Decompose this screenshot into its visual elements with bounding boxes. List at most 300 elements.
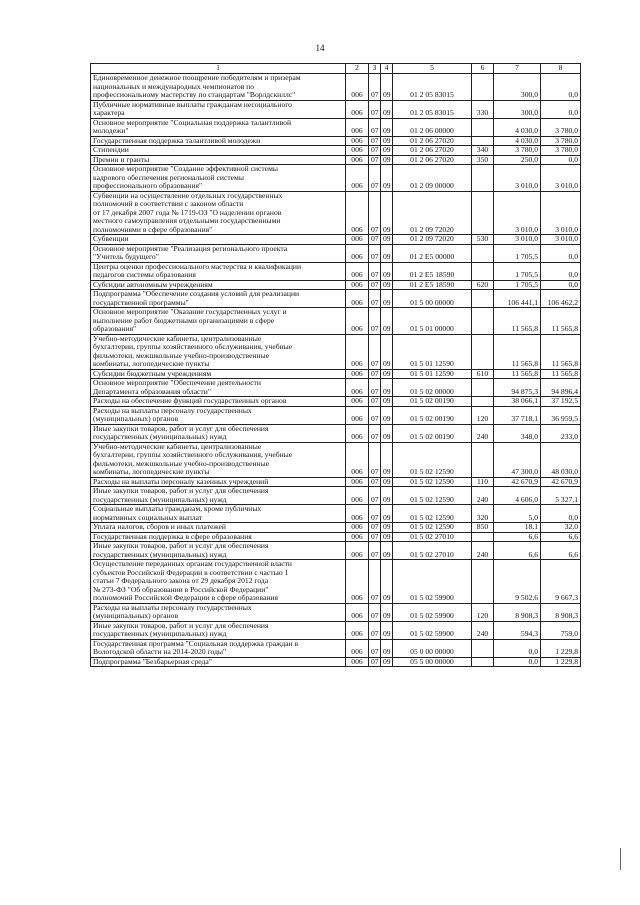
row-name-line: "Учитель будущего" xyxy=(93,252,159,261)
expense-type-code: 240 xyxy=(472,424,494,442)
column-header-3: 3 xyxy=(369,64,381,74)
section-code: 07 xyxy=(369,424,381,442)
row-name xyxy=(91,560,346,604)
expense-type-code xyxy=(472,74,494,101)
section-code: 07 xyxy=(369,146,381,156)
section-code: 07 xyxy=(369,542,381,560)
section-code: 07 xyxy=(369,639,381,657)
table-row xyxy=(91,290,581,308)
section-code: 07 xyxy=(369,657,381,667)
row-name xyxy=(91,235,346,245)
expense-type-code xyxy=(472,532,494,542)
target-code: 01 2 E5 00000 xyxy=(393,244,472,262)
table-row xyxy=(91,560,581,604)
target-code: 01 5 02 12590 xyxy=(393,477,472,487)
amount-year-1: 1 705,5 xyxy=(494,262,541,280)
table-row xyxy=(91,397,581,407)
ministry-code: 006 xyxy=(346,369,369,379)
column-header-7: 7 xyxy=(494,64,541,74)
ministry-code: 006 xyxy=(346,477,369,487)
subsection-code: 09 xyxy=(381,155,393,165)
column-header-2: 2 xyxy=(346,64,369,74)
ministry-code: 006 xyxy=(346,155,369,165)
row-name-line: Расходы на выплаты персоналу государственных xyxy=(93,406,252,415)
row-name-line: полномочий Российской Федерации в сфере образования xyxy=(93,593,278,602)
amount-year-2: 11 565,8 xyxy=(541,308,581,335)
amount-year-1: 348,0 xyxy=(494,424,541,442)
ministry-code: 006 xyxy=(346,532,369,542)
row-name-line: Учебно-методические кабинеты, централизованные xyxy=(93,334,262,343)
amount-year-1: 8 908,3 xyxy=(494,603,541,621)
amount-year-2: 0,0 xyxy=(541,155,581,165)
table-row xyxy=(91,487,581,505)
amount-year-2: 0,0 xyxy=(541,280,581,290)
ministry-code: 006 xyxy=(346,487,369,505)
table-row xyxy=(91,379,581,397)
row-name xyxy=(91,74,346,101)
row-name xyxy=(91,487,346,505)
expense-type-code xyxy=(472,165,494,192)
amount-year-1: 18,1 xyxy=(494,523,541,533)
table-row xyxy=(91,262,581,280)
amount-year-2: 42 670,9 xyxy=(541,477,581,487)
row-name-line: образования" xyxy=(93,324,137,333)
expense-type-code: 120 xyxy=(472,406,494,424)
row-name xyxy=(91,397,346,407)
ministry-code: 006 xyxy=(346,136,369,146)
ministry-code: 006 xyxy=(346,262,369,280)
amount-year-1: 47 300,0 xyxy=(494,442,541,477)
row-name-line: кадрового обеспечения региональной системы xyxy=(93,172,244,182)
expense-type-code xyxy=(472,657,494,667)
row-name-line: Премии и гранты xyxy=(93,155,150,164)
row-name-line: Социальные выплаты гражданам, кроме публичных xyxy=(93,504,262,513)
section-code: 07 xyxy=(369,523,381,533)
amount-year-2: 1 229,8 xyxy=(541,657,581,667)
row-name-line: Государственная поддержка талантливой молодежи xyxy=(93,136,261,145)
expense-type-code: 120 xyxy=(472,603,494,621)
subsection-code: 09 xyxy=(381,244,393,262)
row-name-line: (муниципальных) органов xyxy=(93,611,179,620)
amount-year-2: 6,6 xyxy=(541,532,581,542)
target-code: 01 2 05 83015 xyxy=(393,74,472,101)
expense-type-code xyxy=(472,442,494,477)
target-code: 01 5 02 27010 xyxy=(393,532,472,542)
section-code: 07 xyxy=(369,505,381,523)
subsection-code: 09 xyxy=(381,165,393,192)
ministry-code: 006 xyxy=(346,244,369,262)
section-code: 07 xyxy=(369,191,381,235)
amount-year-2: 3 780,0 xyxy=(541,118,581,136)
row-name xyxy=(91,603,346,621)
row-name-line: государственной программы" xyxy=(93,297,189,307)
expense-type-code xyxy=(472,397,494,407)
row-name xyxy=(91,136,346,146)
row-name xyxy=(91,280,346,290)
budget-table xyxy=(90,63,581,667)
row-name-line: Иные закупки товаров, работ и услуг для обеспечения xyxy=(93,486,269,495)
target-code: 01 5 02 00190 xyxy=(393,424,472,442)
expense-type-code: 350 xyxy=(472,155,494,165)
table-body xyxy=(91,74,581,667)
table-row xyxy=(91,235,581,245)
section-code: 07 xyxy=(369,244,381,262)
amount-year-2: 233,0 xyxy=(541,424,581,442)
margin-mark xyxy=(620,848,627,870)
section-code: 07 xyxy=(369,290,381,308)
ministry-code: 006 xyxy=(346,191,369,235)
row-name xyxy=(91,542,346,560)
subsection-code: 09 xyxy=(381,262,393,280)
row-name xyxy=(91,155,346,165)
row-name xyxy=(91,532,346,542)
section-code: 07 xyxy=(369,369,381,379)
table-row xyxy=(91,603,581,621)
row-name-line: Департамента образования области" xyxy=(93,386,211,396)
amount-year-1: 300,0 xyxy=(494,100,541,118)
ministry-code: 006 xyxy=(346,280,369,290)
section-code: 07 xyxy=(369,442,381,477)
expense-type-code: 240 xyxy=(472,542,494,560)
amount-year-2: 0,0 xyxy=(541,244,581,262)
ministry-code: 006 xyxy=(346,442,369,477)
target-code: 01 5 00 00000 xyxy=(393,290,472,308)
ministry-code: 006 xyxy=(346,146,369,156)
amount-year-1: 3 010,0 xyxy=(494,165,541,192)
subsection-code: 09 xyxy=(381,235,393,245)
amount-year-2: 5 327,1 xyxy=(541,487,581,505)
row-name-line: Учебно-методические кабинеты, централизованные xyxy=(93,442,262,451)
row-name-line: государственных (муниципальных) нужд xyxy=(93,629,227,638)
amount-year-2: 759,0 xyxy=(541,621,581,639)
subsection-code: 09 xyxy=(381,290,393,308)
expense-type-code: 340 xyxy=(472,146,494,156)
table-row xyxy=(91,74,581,101)
amount-year-1: 4 606,0 xyxy=(494,487,541,505)
expense-type-code: 620 xyxy=(472,280,494,290)
target-code: 01 5 02 00190 xyxy=(393,397,472,407)
row-name-line: Расходы на обеспечение функций государственных органов xyxy=(93,396,287,405)
ministry-code: 006 xyxy=(346,397,369,407)
section-code: 07 xyxy=(369,235,381,245)
row-name-line: профессионального образования" xyxy=(93,181,203,190)
ministry-code: 006 xyxy=(346,639,369,657)
subsection-code: 09 xyxy=(381,191,393,235)
row-name xyxy=(91,290,346,308)
table-row xyxy=(91,523,581,533)
target-code: 05 5 00 00000 xyxy=(393,657,472,667)
ministry-code: 006 xyxy=(346,657,369,667)
expense-type-code xyxy=(472,191,494,235)
section-code: 07 xyxy=(369,621,381,639)
amount-year-1: 37 718,1 xyxy=(494,406,541,424)
row-name-line: полномочиями в сфере образования" xyxy=(93,224,213,234)
amount-year-2: 0,0 xyxy=(541,74,581,101)
table-row xyxy=(91,657,581,667)
row-name xyxy=(91,118,346,136)
ministry-code: 006 xyxy=(346,406,369,424)
row-name-line: Субвенции на осуществление отдельных государственных xyxy=(93,191,283,200)
subsection-code: 09 xyxy=(381,308,393,335)
table-row xyxy=(91,191,581,235)
subsection-code: 09 xyxy=(381,560,393,604)
row-name-line: Основное мероприятие "Обеспечение деятельности xyxy=(93,378,261,387)
section-code: 07 xyxy=(369,136,381,146)
amount-year-1: 3 010,0 xyxy=(494,191,541,235)
subsection-code: 09 xyxy=(381,146,393,156)
amount-year-1: 4 030,0 xyxy=(494,136,541,146)
row-name xyxy=(91,379,346,397)
amount-year-1: 11 565,8 xyxy=(494,308,541,335)
amount-year-2: 8 908,3 xyxy=(541,603,581,621)
subsection-code: 09 xyxy=(381,639,393,657)
target-code: 01 5 02 12590 xyxy=(393,505,472,523)
subsection-code: 09 xyxy=(381,136,393,146)
column-header-6: 6 xyxy=(472,64,494,74)
row-name xyxy=(91,244,346,262)
table-row xyxy=(91,146,581,156)
table-row xyxy=(91,118,581,136)
expense-type-code: 330 xyxy=(472,100,494,118)
expense-type-code xyxy=(472,560,494,604)
row-name xyxy=(91,621,346,639)
row-name-line: Уплата налогов, сборов и иных платежей xyxy=(93,522,226,531)
row-name-line: Иные закупки товаров, работ и услуг для обеспечения xyxy=(93,621,269,630)
section-code: 07 xyxy=(369,560,381,604)
table-row xyxy=(91,244,581,262)
header-row xyxy=(91,64,581,74)
table-row xyxy=(91,442,581,477)
ministry-code: 006 xyxy=(346,603,369,621)
ministry-code: 006 xyxy=(346,100,369,118)
target-code: 01 5 02 00000 xyxy=(393,379,472,397)
amount-year-2: 3 010,0 xyxy=(541,191,581,235)
row-name-line: Основное мероприятие "Создание эффективной системы xyxy=(93,164,278,173)
row-name-line: субъектов Российской Федерации в соответствии с частью 1 xyxy=(93,567,289,577)
amount-year-1: 9 502,6 xyxy=(494,560,541,604)
amount-year-1: 0,0 xyxy=(494,639,541,657)
target-code: 01 5 01 00000 xyxy=(393,308,472,335)
section-code: 07 xyxy=(369,100,381,118)
row-name-line: характера xyxy=(93,108,125,117)
target-code: 01 2 05 83015 xyxy=(393,100,472,118)
subsection-code: 09 xyxy=(381,442,393,477)
subsection-code: 09 xyxy=(381,487,393,505)
row-name-line: Основное мероприятие "Реализация регионального проекта xyxy=(93,244,288,253)
section-code: 07 xyxy=(369,118,381,136)
row-name-line: полномочий в соответствии с законом области xyxy=(93,199,244,208)
row-name xyxy=(91,477,346,487)
row-name-line: Иные закупки товаров, работ и услуг для обеспечения xyxy=(93,424,269,433)
target-code: 01 2 09 72020 xyxy=(393,235,472,245)
expense-type-code xyxy=(472,290,494,308)
table-row xyxy=(91,155,581,165)
subsection-code: 09 xyxy=(381,603,393,621)
amount-year-2: 11 565,8 xyxy=(541,369,581,379)
subsection-code: 09 xyxy=(381,118,393,136)
row-name-line: Публичные нормативные выплаты гражданам несоциального xyxy=(93,100,292,109)
table-row xyxy=(91,424,581,442)
row-name xyxy=(91,308,346,335)
target-code: 01 5 02 59900 xyxy=(393,621,472,639)
target-code: 01 5 02 59900 xyxy=(393,560,472,604)
page-number: 14 xyxy=(315,43,325,53)
target-code: 01 2 09 00000 xyxy=(393,165,472,192)
row-name-line: Стипендии xyxy=(93,145,129,154)
ministry-code: 006 xyxy=(346,379,369,397)
row-name-line: Основное мероприятие "Оказание государственных услуг и xyxy=(93,307,287,316)
section-code: 07 xyxy=(369,74,381,101)
table-row xyxy=(91,542,581,560)
subsection-code: 09 xyxy=(381,621,393,639)
column-header-1: 1 xyxy=(91,64,346,74)
target-code: 01 2 E5 18590 xyxy=(393,280,472,290)
row-name-line: педагогов системы образования xyxy=(93,270,196,279)
expense-type-code xyxy=(472,262,494,280)
table-row xyxy=(91,308,581,335)
section-code: 07 xyxy=(369,280,381,290)
subsection-code: 09 xyxy=(381,100,393,118)
row-name-line: национальных и международных чемпионатов по xyxy=(93,81,255,91)
amount-year-1: 106 441,1 xyxy=(494,290,541,308)
row-name-line: государственных (муниципальных) нужд xyxy=(93,549,227,559)
target-code: 01 2 E5 18590 xyxy=(393,262,472,280)
amount-year-1: 38 066,1 xyxy=(494,397,541,407)
amount-year-2: 0,0 xyxy=(541,262,581,280)
expense-type-code xyxy=(472,379,494,397)
target-code: 01 2 06 27020 xyxy=(393,155,472,165)
subsection-code: 09 xyxy=(381,477,393,487)
row-name xyxy=(91,523,346,533)
ministry-code: 006 xyxy=(346,621,369,639)
row-name-line: Вологодской области на 2014-2020 годы" xyxy=(93,647,227,656)
ministry-code: 006 xyxy=(346,424,369,442)
target-code: 01 5 01 12590 xyxy=(393,369,472,379)
table-row xyxy=(91,505,581,523)
expense-type-code xyxy=(472,118,494,136)
row-name-line: фильмотеки, межшкольные учебно-производственные xyxy=(93,350,270,360)
row-name-line: Расходы на выплаты персоналу казенных учреждений xyxy=(93,477,269,486)
section-code: 07 xyxy=(369,155,381,165)
section-code: 07 xyxy=(369,397,381,407)
amount-year-2: 1 229,8 xyxy=(541,639,581,657)
section-code: 07 xyxy=(369,262,381,280)
amount-year-1: 1 705,5 xyxy=(494,280,541,290)
row-name-line: бухгалтерии, группы хозяйственного обслуживания, учебные xyxy=(93,450,293,459)
row-name-line: комбинаты, логопедические пункты xyxy=(93,359,210,368)
row-name xyxy=(91,442,346,477)
expense-type-code: 240 xyxy=(472,487,494,505)
table-row xyxy=(91,280,581,290)
target-code: 01 5 01 12590 xyxy=(393,334,472,369)
section-code: 07 xyxy=(369,406,381,424)
row-name-line: (муниципальных) органов xyxy=(93,414,179,423)
row-name-line: бухгалтерии, группы хозяйственного обслуживания, учебные xyxy=(93,342,293,351)
row-name-line: государственных (муниципальных) нужд xyxy=(93,494,227,504)
subsection-code: 09 xyxy=(381,280,393,290)
table-row xyxy=(91,100,581,118)
expense-type-code: 530 xyxy=(472,235,494,245)
subsection-code: 09 xyxy=(381,505,393,523)
section-code: 07 xyxy=(369,379,381,397)
amount-year-2: 48 030,0 xyxy=(541,442,581,477)
expense-type-code xyxy=(472,244,494,262)
amount-year-1: 6,6 xyxy=(494,532,541,542)
row-name xyxy=(91,262,346,280)
amount-year-2: 3 010,0 xyxy=(541,165,581,192)
subsection-code: 09 xyxy=(381,542,393,560)
row-name xyxy=(91,657,346,667)
amount-year-2: 11 565,8 xyxy=(541,334,581,369)
table-row xyxy=(91,369,581,379)
expense-type-code xyxy=(472,639,494,657)
subsection-code: 09 xyxy=(381,369,393,379)
row-name xyxy=(91,406,346,424)
row-name xyxy=(91,100,346,118)
amount-year-1: 4 030,0 xyxy=(494,118,541,136)
row-name xyxy=(91,191,346,235)
expense-type-code: 610 xyxy=(472,369,494,379)
row-name-line: Единовременное денежное поощрение победителям и призерам xyxy=(93,73,301,82)
subsection-code: 09 xyxy=(381,523,393,533)
table-row xyxy=(91,532,581,542)
target-code: 01 5 02 27010 xyxy=(393,542,472,560)
table-row xyxy=(91,406,581,424)
amount-year-1: 3 780,0 xyxy=(494,146,541,156)
row-name-line: фильмотеки, межшкольные учебно-производственные xyxy=(93,458,270,468)
table-row xyxy=(91,165,581,192)
subsection-code: 09 xyxy=(381,424,393,442)
ministry-code: 006 xyxy=(346,235,369,245)
row-name-line: молодежи" xyxy=(93,126,129,135)
amount-year-1: 5,0 xyxy=(494,505,541,523)
row-name xyxy=(91,424,346,442)
ministry-code: 006 xyxy=(346,560,369,604)
amount-year-1: 11 565,8 xyxy=(494,369,541,379)
row-name-line: Субсидии бюджетным учреждениям xyxy=(93,369,212,378)
target-code: 05 0 00 00000 xyxy=(393,639,472,657)
subsection-code: 09 xyxy=(381,532,393,542)
ministry-code: 006 xyxy=(346,334,369,369)
amount-year-1: 94 875,3 xyxy=(494,379,541,397)
ministry-code: 006 xyxy=(346,542,369,560)
target-code: 01 5 02 00190 xyxy=(393,406,472,424)
expense-type-code xyxy=(472,308,494,335)
ministry-code: 006 xyxy=(346,74,369,101)
expense-type-code: 240 xyxy=(472,621,494,639)
amount-year-2: 6,6 xyxy=(541,542,581,560)
table-row xyxy=(91,334,581,369)
target-code: 01 2 06 27020 xyxy=(393,136,472,146)
row-name-line: Государственная программа "Социальная поддержка граждан в xyxy=(93,639,299,648)
row-name-line: Подпрограмма "Безбарьерная среда" xyxy=(93,657,212,666)
ministry-code: 006 xyxy=(346,523,369,533)
table-row xyxy=(91,136,581,146)
target-code: 01 5 02 12590 xyxy=(393,487,472,505)
subsection-code: 09 xyxy=(381,397,393,407)
amount-year-1: 6,6 xyxy=(494,542,541,560)
row-name-line: Государственная поддержка в сфере образования xyxy=(93,532,252,541)
target-code: 01 5 02 12590 xyxy=(393,442,472,477)
amount-year-1: 1 705,5 xyxy=(494,244,541,262)
row-name-line: нормативных социальных выплат xyxy=(93,512,203,522)
subsection-code: 09 xyxy=(381,379,393,397)
row-name-line: комбинаты, логопедические пункты xyxy=(93,467,210,476)
row-name xyxy=(91,334,346,369)
amount-year-1: 0,0 xyxy=(494,657,541,667)
amount-year-1: 250,0 xyxy=(494,155,541,165)
column-header-8: 8 xyxy=(541,64,581,74)
